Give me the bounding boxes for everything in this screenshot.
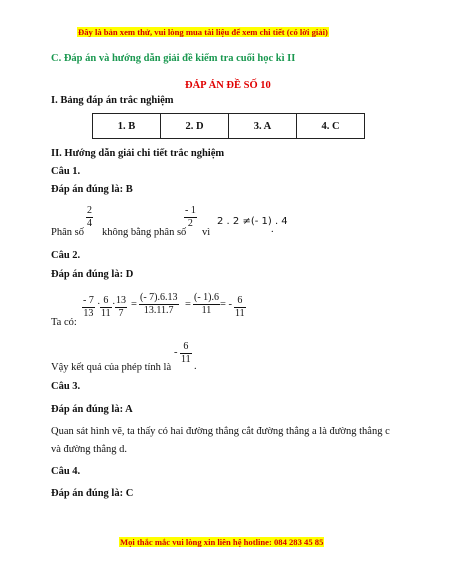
frac-numerator: (- 7).6.13 [140, 292, 178, 303]
part1-title: I. Bảng đáp án trắc nghiệm [51, 95, 174, 106]
q2-result-frac [180, 341, 192, 366]
frac-numerator: - 7 [83, 295, 94, 306]
q2-answer: Đáp án đúng là: D [51, 269, 134, 280]
q1-frac1 [86, 205, 93, 230]
frac-numerator: 6 [237, 295, 243, 306]
q1-answer: Đáp án đúng là: B [51, 184, 133, 195]
q2-frac-f [234, 295, 246, 320]
frac-denominator: 2 [184, 217, 197, 230]
equals-sign: = [131, 299, 137, 310]
q2-end: . [194, 361, 197, 372]
frac-denominator: 11 [193, 304, 220, 317]
q2-prefix: Ta có: [51, 317, 77, 328]
q2-title: Câu 2. [51, 250, 81, 261]
footer-banner: Mọi thắc mắc vui lòng xin liên hệ hotline: 084 283 45 85 [120, 537, 324, 547]
q1-text-after: vì [202, 227, 211, 238]
q1-title: Câu 1. [51, 166, 81, 177]
q2-frac-e [193, 292, 220, 317]
q2-result-text: Vậy kết quả của phép tính là [51, 362, 172, 373]
frac-denominator: 4 [87, 218, 92, 229]
equals-sign: = [185, 299, 191, 310]
q1-text-mid: không bằng phân số [102, 227, 187, 238]
q4-title: Câu 4. [51, 466, 81, 477]
frac-denominator: 11 [181, 354, 191, 365]
q1-text-before: Phân số [51, 227, 84, 238]
q3-answer: Đáp án đúng là: A [51, 404, 133, 415]
q2-frac-c [115, 295, 127, 320]
answer-cell: 1. B [93, 114, 161, 139]
frac-numerator: - 1 [185, 205, 196, 216]
frac-denominator: 11 [101, 308, 111, 319]
q1-reason: 2 . 2 ≠(- 1) . 4 [217, 216, 288, 227]
mult-dot: · [97, 299, 101, 310]
exam-title: ĐÁP ÁN ĐỀ SỐ 10 [185, 80, 271, 91]
q2-frac-a [82, 295, 95, 320]
frac-denominator: 11 [235, 308, 245, 319]
part2-title: II. Hướng dẫn giải chi tiết trắc nghiệm [51, 148, 225, 159]
frac-numerator: 6 [183, 341, 189, 352]
header-banner: Đây là bản xem thử, vui lòng mua tài liệu để xem chi tiết (có lời giải) [78, 27, 328, 37]
frac-denominator: 7 [115, 307, 127, 320]
answer-cell: 2. D [161, 114, 229, 139]
answer-cell: 3. A [229, 114, 297, 139]
frac-denominator: 13.11.7 [139, 304, 179, 317]
frac-denominator: 13 [83, 308, 94, 319]
equals-minus-sign: = - [220, 299, 233, 310]
frac-numerator: (- 1).6 [194, 292, 219, 303]
q3-title: Câu 3. [51, 381, 81, 392]
q2-frac-b [100, 295, 112, 320]
mult-dot: · [112, 299, 116, 310]
frac-numerator: 13 [116, 295, 126, 306]
answer-cell: 4. C [297, 114, 365, 139]
q3-text-line1: Quan sát hình vẽ, ta thấy có hai đường thẳng cắt đường thẳng a là đường thẳng c [51, 426, 390, 437]
section-title: C. Đáp án và hướng dẫn giải đề kiểm tra cuối học kì II [51, 53, 296, 64]
answer-table [92, 113, 365, 139]
q2-frac-d [139, 292, 179, 317]
q4-answer: Đáp án đúng là: C [51, 488, 134, 499]
q3-text-line2: và đường thẳng d. [51, 444, 127, 455]
q2-result-sign: - [174, 347, 178, 358]
q1-frac2 [184, 205, 197, 230]
frac-numerator: 6 [103, 295, 109, 306]
q1-end: . [271, 224, 274, 235]
frac-numerator: 2 [87, 205, 92, 216]
